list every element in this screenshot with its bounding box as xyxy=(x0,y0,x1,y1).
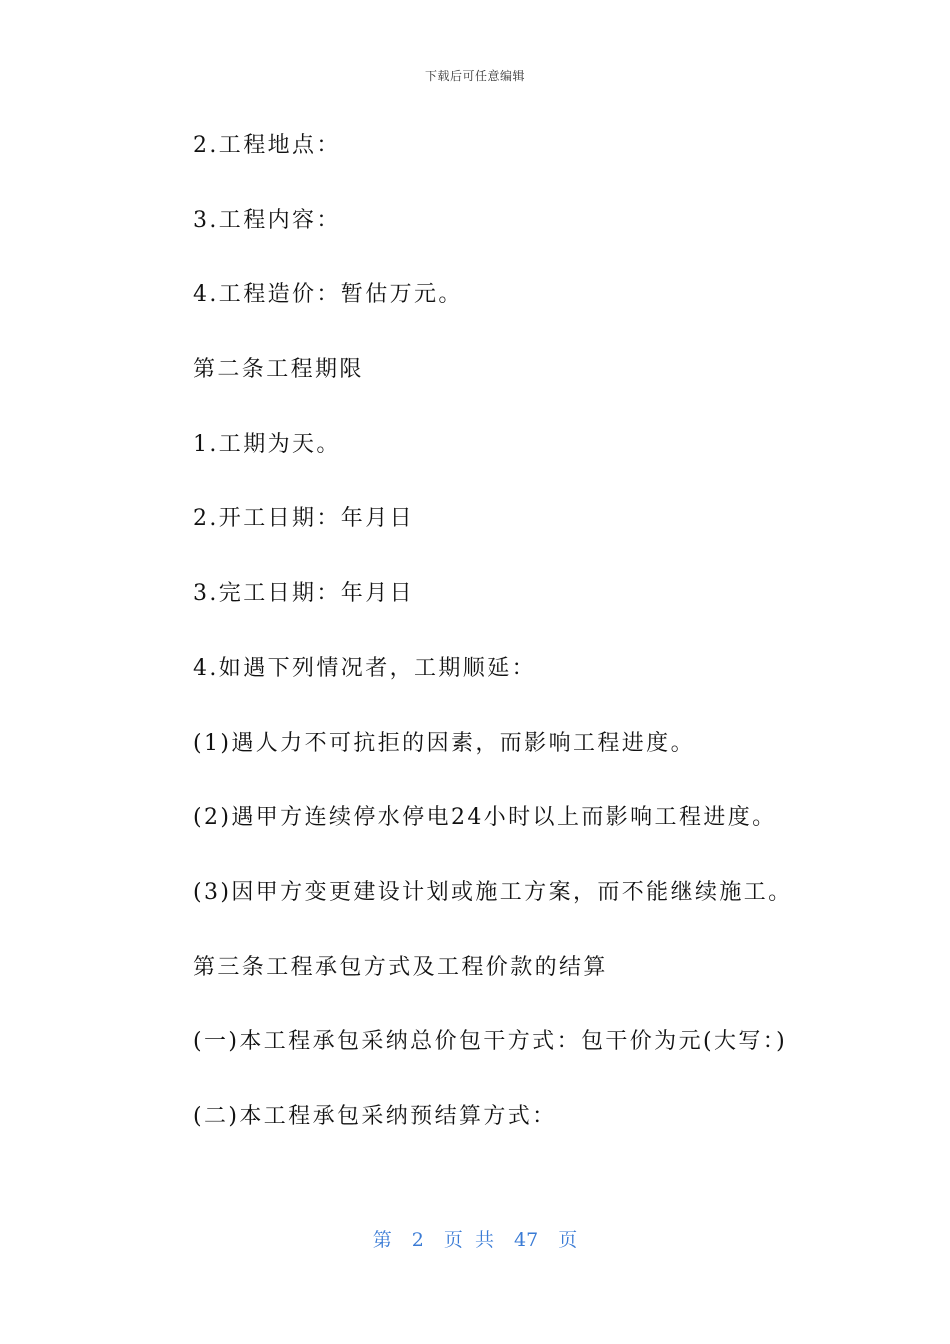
body-line: 3.完工日期：年月日 xyxy=(193,581,414,607)
page-label-prefix: 第 xyxy=(372,1229,392,1251)
body-line: 2.工程地点： xyxy=(193,133,341,158)
total-page-count: 47 xyxy=(514,1229,539,1251)
page-number-footer xyxy=(0,1225,950,1252)
page-label-mid: 页 共 xyxy=(443,1229,494,1251)
body-line: (一)本工程承包采纳总价包干方式：包干价为元(大写：) xyxy=(193,1029,788,1055)
body-line: 4.如遇下列情况者，工期顺延： xyxy=(193,655,536,681)
section-heading: 第二条工程期限 xyxy=(193,357,364,383)
body-line: (二)本工程承包采纳预结算方式： xyxy=(193,1103,557,1129)
body-line: 1.工期为天。 xyxy=(193,431,341,457)
body-line: 3.工程内容： xyxy=(193,207,341,233)
section-heading: 第三条工程承包方式及工程价款的结算 xyxy=(193,954,608,980)
document-body xyxy=(193,128,833,1174)
body-line: (2)遇甲方连续停水停电24小时以上而影响工程进度。 xyxy=(193,805,777,831)
page-label-suffix: 页 xyxy=(558,1229,578,1251)
current-page-number: 2 xyxy=(411,1229,424,1251)
body-line: 2.开工日期：年月日 xyxy=(193,506,414,532)
body-line: (3)因甲方变更建设计划或施工方案，而不能继续施工。 xyxy=(193,879,793,905)
header-note: 下载后可任意编辑 xyxy=(424,69,525,83)
body-line: (1)遇人力不可抗拒的因素，而影响工程进度。 xyxy=(193,730,695,756)
body-line: 4.工程造价：暂估万元。 xyxy=(193,282,463,308)
